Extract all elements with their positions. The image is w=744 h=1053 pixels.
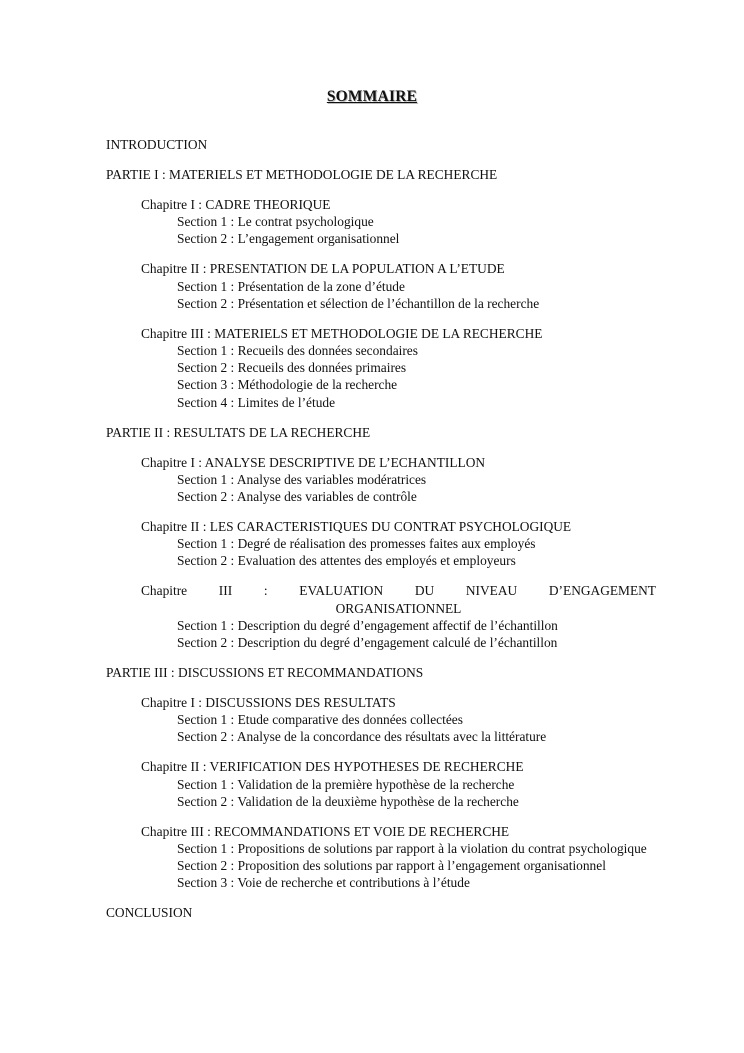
toc-introduction: INTRODUCTION	[106, 137, 208, 152]
toc-conclusion: CONCLUSION	[106, 905, 193, 921]
toc-p2-c1-section-1: Section 1 : Analyse des variables modératrices	[177, 471, 427, 487]
toc-p3-chapitre-3: Chapitre III : RECOMMANDATIONS ET VOIE DE RECHERCHE	[141, 823, 510, 839]
toc-p1-chapitre-1: Chapitre I : CADRE THEORIQUE	[141, 197, 331, 212]
page-title: SOMMAIRE	[326, 88, 418, 105]
toc-partie-1: PARTIE I : MATERIELS ET METHODOLOGIE DE LA RECHERCHE	[106, 167, 498, 182]
toc-p2-chapitre-3: Chapitre III : EVALUATION DU NIVEAU D’ENGAGEMENT	[141, 583, 656, 599]
toc-p3-c3-section-1: Section 1 : Propositions de solutions par rapport à la violation du contrat psychologique	[177, 841, 647, 857]
toc-p3-c3-section-2: Section 2 : Proposition des solutions par rapport à l’engagement organisationnel	[177, 858, 606, 874]
toc-partie-3: PARTIE III : DISCUSSIONS ET RECOMMANDATIONS	[106, 665, 424, 681]
toc-p1-c2-section-1: Section 1 : Présentation de la zone d’étude	[177, 278, 405, 294]
toc-p1-c3-section-3: Section 3 : Méthodologie de la recherche	[177, 377, 398, 393]
toc-p1-chapitre-2: Chapitre II : PRESENTATION DE LA POPULATION A L’ETUDE	[141, 261, 505, 277]
toc-p1-c1-section-1: Section 1 : Le contrat psychologique	[177, 214, 374, 230]
toc-p1-c2-section-2: Section 2 : Présentation et sélection de l’échantillon de la recherche	[177, 295, 540, 311]
toc-p1-c3-section-1: Section 1 : Recueils des données secondaires	[177, 343, 418, 359]
toc-p2-c1-section-2: Section 2 : Analyse des variables de contrôle	[177, 489, 417, 505]
toc-p2-chapitre-3-continued: ORGANISATIONNEL	[335, 600, 462, 616]
toc-p1-c3-section-4: Section 4 : Limites de l’étude	[177, 394, 336, 410]
toc-p3-c1-section-1: Section 1 : Etude comparative des données collectées	[177, 712, 463, 728]
toc-p3-c3-section-3: Section 3 : Voie de recherche et contributions à l’étude	[177, 875, 470, 891]
title-container	[0, 88, 744, 106]
toc-p3-chapitre-2: Chapitre II : VERIFICATION DES HYPOTHESES DE RECHERCHE	[141, 759, 524, 775]
table-of-contents	[106, 136, 656, 922]
toc-p2-c3-section-1: Section 1 : Description du degré d’engagement affectif de l’échantillon	[177, 617, 558, 633]
toc-p1-chapitre-3: Chapitre III : MATERIELS ET METHODOLOGIE DE LA RECHERCHE	[141, 325, 543, 341]
toc-partie-2: PARTIE II : RESULTATS DE LA RECHERCHE	[106, 424, 371, 440]
toc-p3-c2-section-2: Section 2 : Validation de la deuxième hypothèse de la recherche	[177, 793, 519, 809]
toc-p2-chapitre-1: Chapitre I : ANALYSE DESCRIPTIVE DE L’ECHANTILLON	[141, 454, 486, 470]
toc-p2-c2-section-2: Section 2 : Evaluation des attentes des employés et employeurs	[177, 553, 516, 569]
toc-p2-c3-section-2: Section 2 : Description du degré d’engagement calculé de l’échantillon	[177, 635, 558, 651]
toc-p1-c3-section-2: Section 2 : Recueils des données primaires	[177, 360, 407, 376]
toc-p3-c2-section-1: Section 1 : Validation de la première hypothèse de la recherche	[177, 776, 515, 792]
toc-p1-c1-section-2: Section 2 : L’engagement organisationnel	[177, 231, 400, 247]
toc-p2-chapitre-2: Chapitre II : LES CARACTERISTIQUES DU CONTRAT PSYCHOLOGIQUE	[141, 519, 572, 535]
toc-p3-c1-section-2: Section 2 : Analyse de la concordance des résultats avec la littérature	[177, 729, 547, 745]
toc-p3-chapitre-1: Chapitre I : DISCUSSIONS DES RESULTATS	[141, 695, 396, 711]
toc-p2-c2-section-1: Section 1 : Degré de réalisation des promesses faites aux employés	[177, 536, 536, 552]
